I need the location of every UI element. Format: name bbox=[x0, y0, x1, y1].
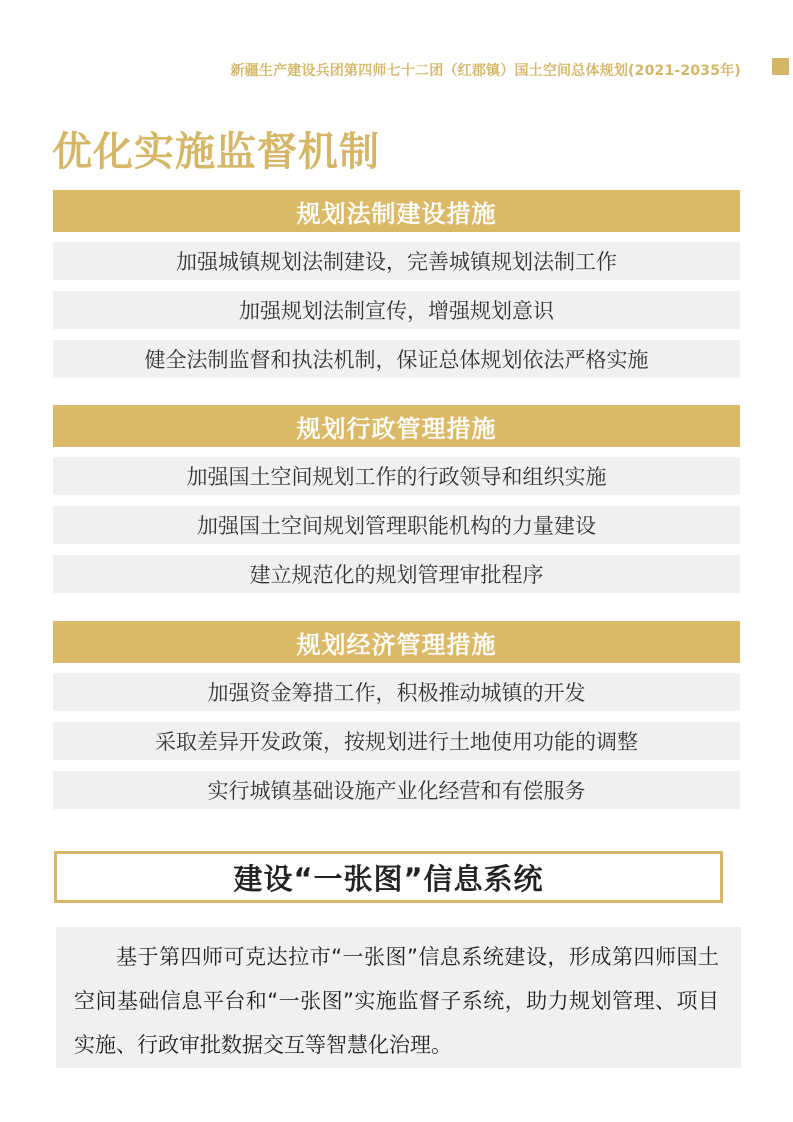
list-item: 采取差异开发政策，按规划进行土地使用功能的调整 bbox=[53, 722, 740, 760]
list-item: 加强国土空间规划工作的行政领导和组织实施 bbox=[53, 457, 740, 495]
list-item: 建立规范化的规划管理审批程序 bbox=[53, 555, 740, 593]
list-item: 实行城镇基础设施产业化经营和有偿服务 bbox=[53, 771, 740, 809]
list-item: 加强国土空间规划管理职能机构的力量建设 bbox=[53, 506, 740, 544]
info-system-title: 建设“一张图”信息系统 bbox=[54, 851, 723, 903]
running-header: 新疆生产建设兵团第四师七十二团（红郡镇）国土空间总体规划(2021-2035年) bbox=[230, 63, 741, 79]
section-heading-economic: 规划经济管理措施 bbox=[53, 621, 740, 663]
section-heading-administrative: 规划行政管理措施 bbox=[53, 405, 740, 447]
list-item: 加强城镇规划法制建设，完善城镇规划法制工作 bbox=[53, 242, 740, 280]
list-item: 健全法制监督和执法机制，保证总体规划依法严格实施 bbox=[53, 340, 740, 378]
page-title: 优化实施监督机制 bbox=[52, 129, 380, 175]
list-item: 加强资金筹措工作，积极推动城镇的开发 bbox=[53, 673, 740, 711]
list-item: 加强规划法制宣传，增强规划意识 bbox=[53, 291, 740, 329]
info-system-paragraph: 基于第四师可克达拉市“一张图”信息系统建设，形成第四师国土空间基础信息平台和“一张图”实施监督子系统，助力规划管理、项目实施、行政审批数据交互等智慧化治理。 bbox=[56, 927, 741, 1068]
section-heading-legal: 规划法制建设措施 bbox=[53, 190, 740, 232]
header-marker bbox=[772, 58, 789, 75]
